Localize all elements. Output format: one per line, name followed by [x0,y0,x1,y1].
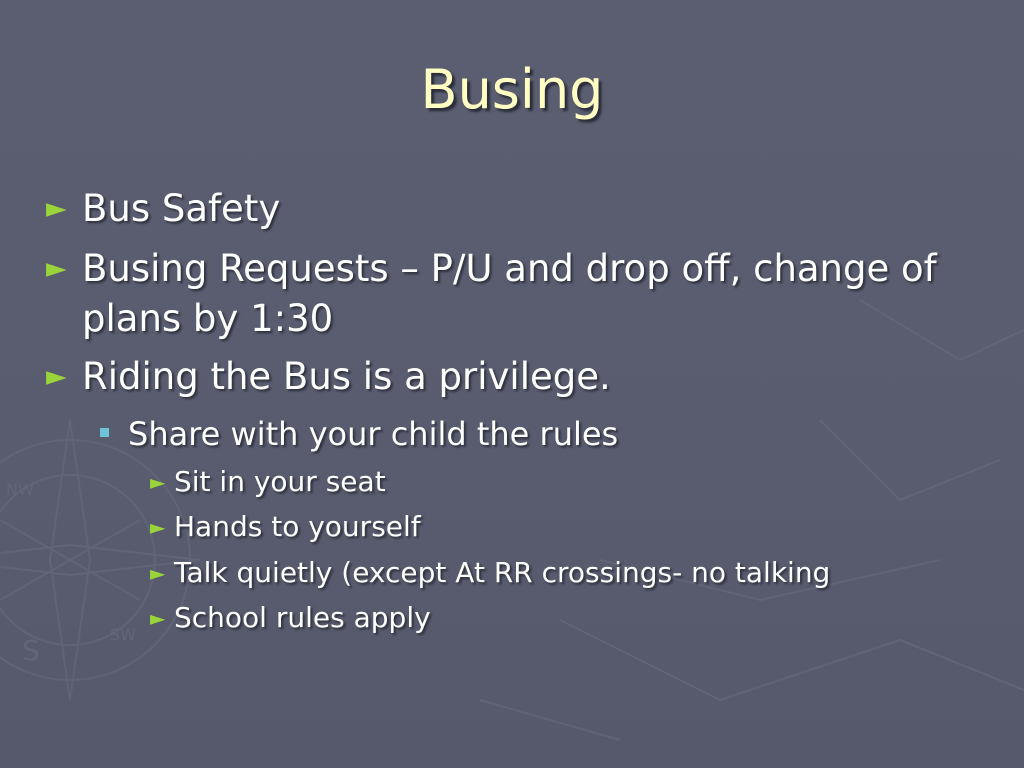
rule-text: School rules apply [174,601,431,634]
arrow-bullet-icon: ► [150,606,166,630]
bullet-item-bus-safety [46,184,986,234]
bullet-item-busing-requests [46,244,986,344]
rule-text: Hands to yourself [174,510,421,543]
bullet-text: Bus Safety [82,187,281,230]
sub-bullet-item-share-rules [100,413,980,455]
rule-text: Sit in your seat [174,465,386,498]
rule-item-school-rules [150,600,970,636]
arrow-bullet-icon: ► [46,193,67,224]
sub-bullet-text: Share with your child the rules [128,415,619,453]
slide-title: Busing [420,58,604,121]
svg-text:S: S [22,634,40,667]
svg-text:SW: SW [110,625,136,644]
bullet-text: Busing Requests – P/U and drop off, change of plans by 1:30 [82,247,937,340]
arrow-bullet-icon: ► [150,470,166,494]
arrow-bullet-icon: ► [150,561,166,585]
rule-item-sit-in-seat [150,464,970,500]
rule-item-talk-quietly [150,555,970,591]
square-bullet-icon [100,428,109,437]
arrow-bullet-icon: ► [46,253,67,284]
svg-text:NW: NW [6,480,34,499]
rule-item-hands-to-yourself [150,509,970,545]
bullet-text: Riding the Bus is a privilege. [82,355,611,398]
arrow-bullet-icon: ► [46,361,67,392]
bullet-item-riding-privilege [46,352,986,402]
rule-text: Talk quietly (except At RR crossings- no talking [174,556,831,589]
arrow-bullet-icon: ► [150,515,166,539]
